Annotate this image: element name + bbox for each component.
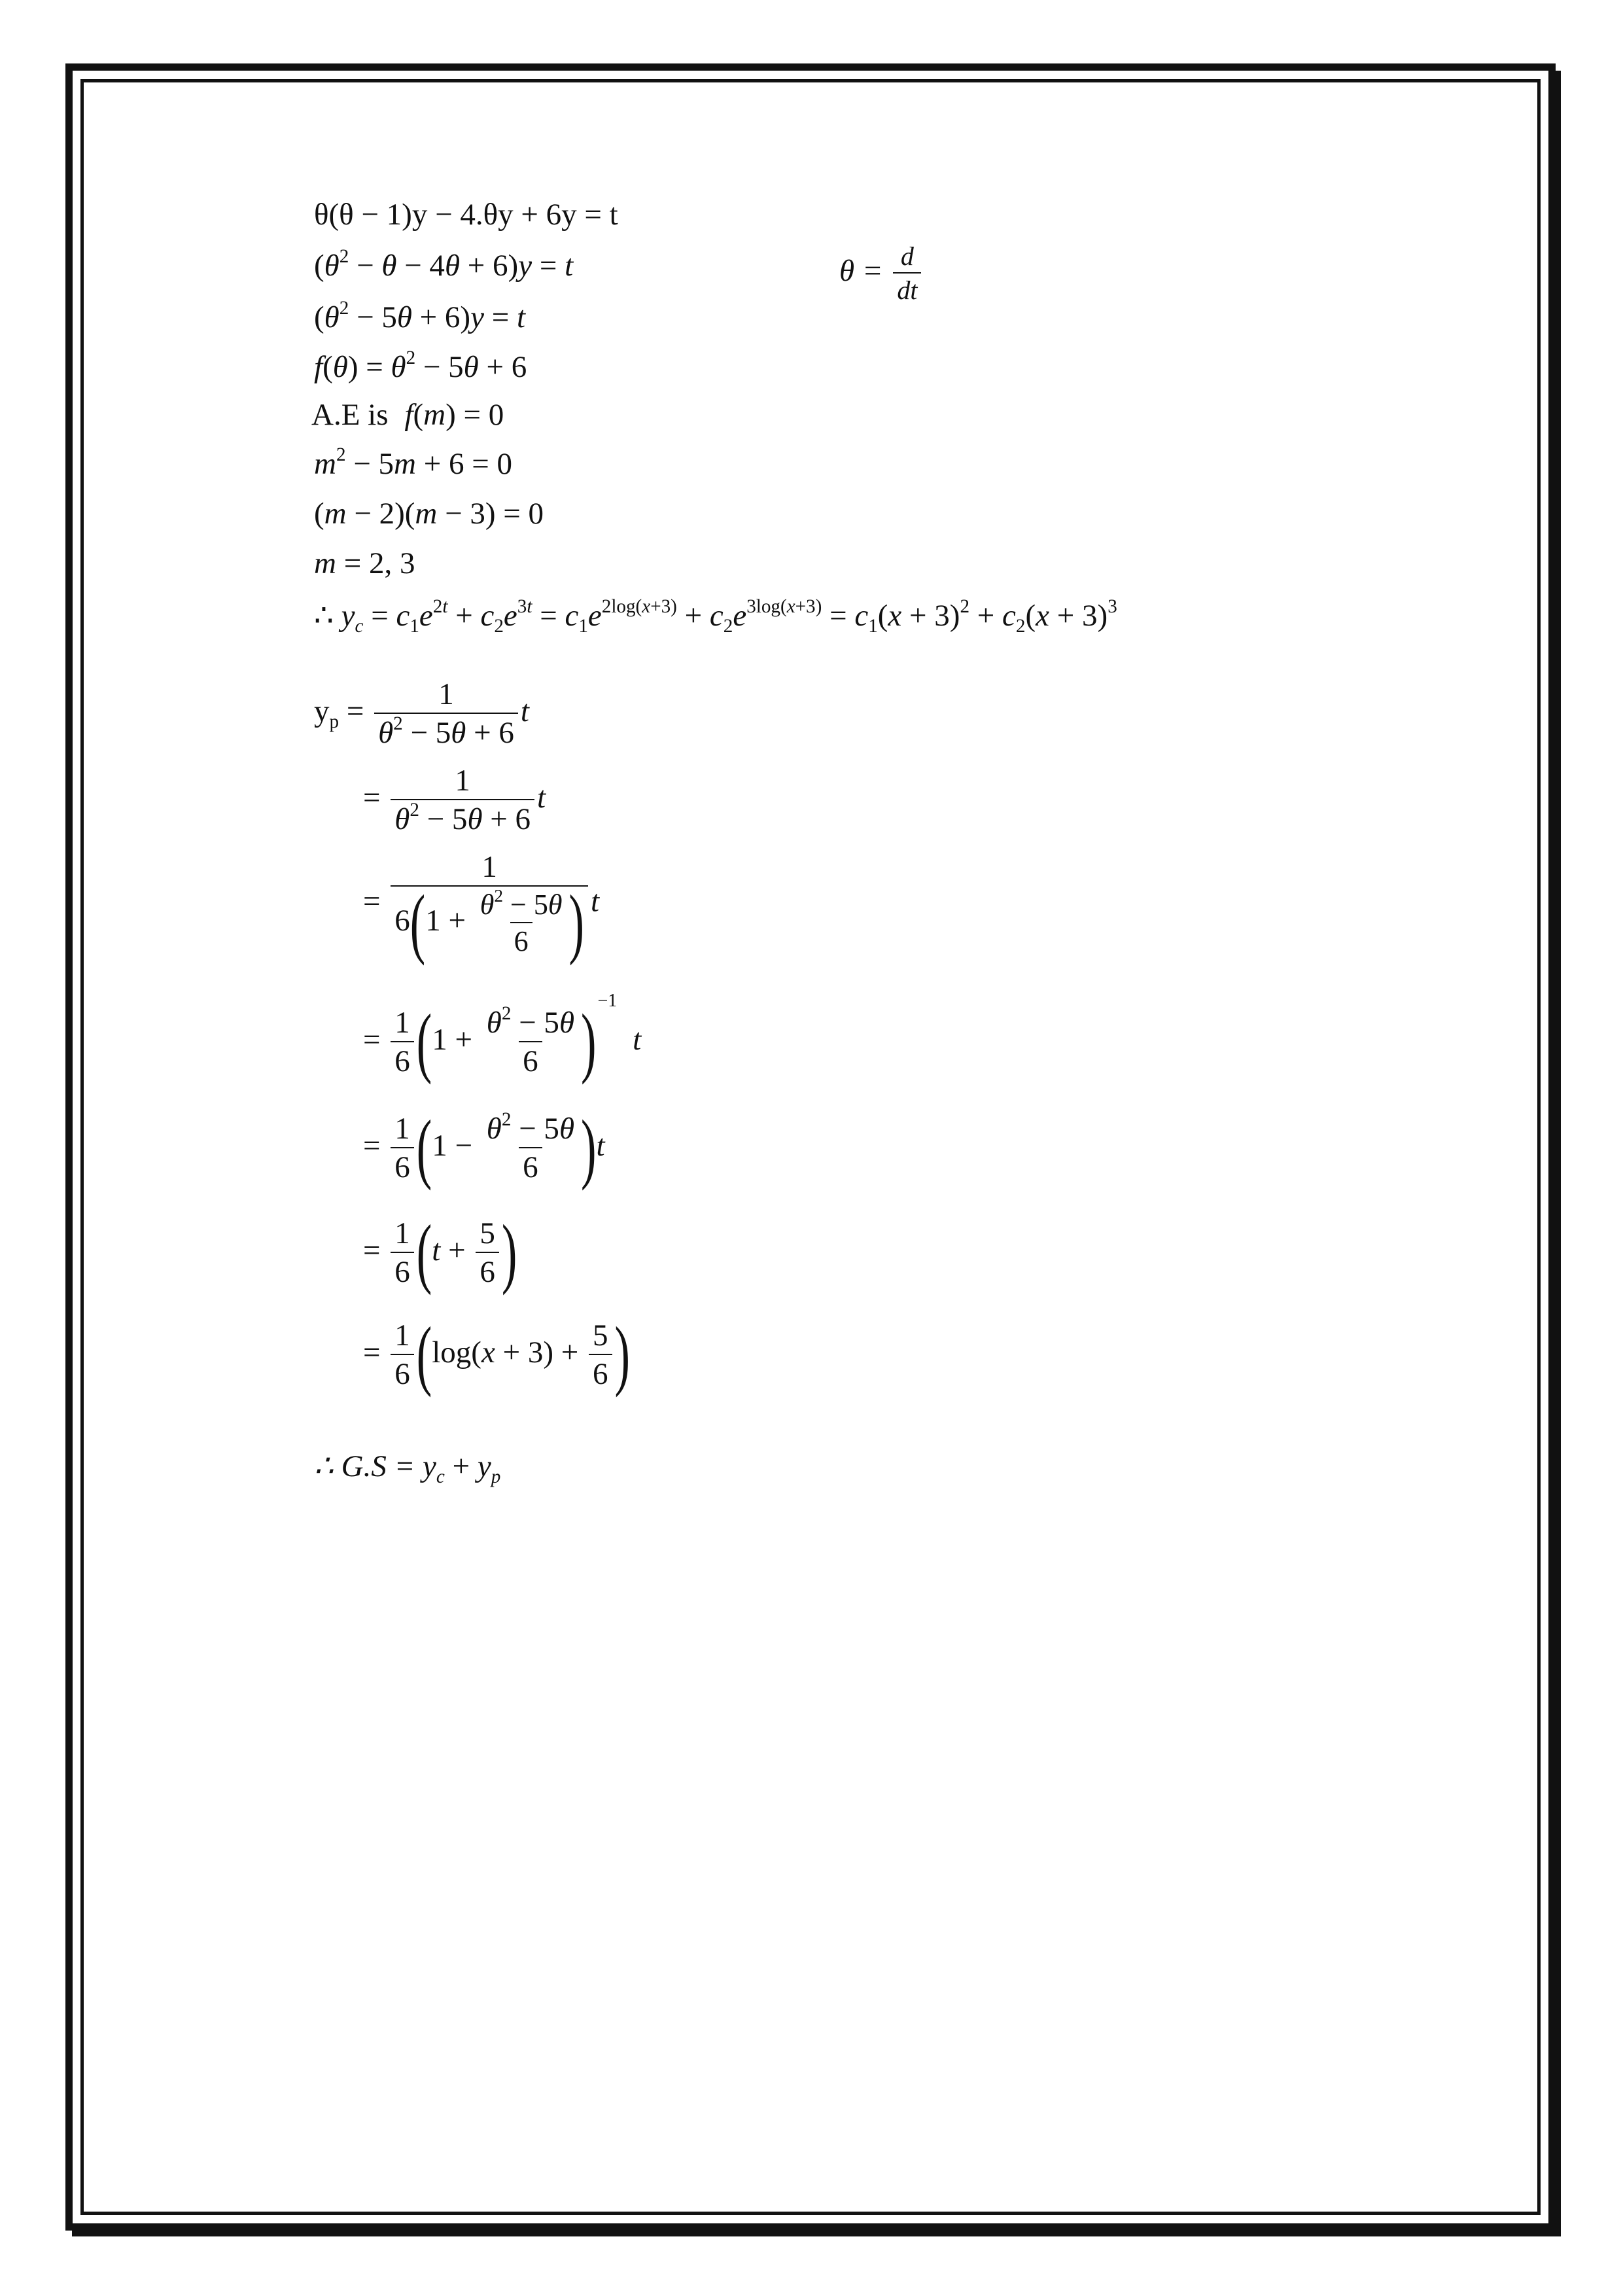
- fraction: $\frac{1}{6}$: [391, 1114, 414, 1183]
- page-border-shadow: [72, 2231, 1561, 2236]
- equation-line-8: m = 2, 3: [314, 546, 415, 580]
- page-inner-border: [80, 79, 1541, 2215]
- ae-label: A.E is: [311, 398, 389, 432]
- theta-lhs: θ =: [839, 253, 883, 288]
- equation-line-yp-2: = $\frac{1}{\theta^2 - 5\theta + 6}$ t: [363, 764, 546, 836]
- fraction: 1 6(1 + $\frac{\theta^2 - 5\theta}{6}$ ): [391, 852, 588, 956]
- fraction: $\frac{1}{6}$: [391, 1218, 414, 1288]
- equation-line-yp-3: = 1 6(1 + $\frac{\theta^2 - 5\theta}{6}$ ) t: [363, 850, 600, 966]
- equation-line-6: $m^2 - 5m + 6 = 0$: [314, 444, 512, 481]
- equation-line-yp-4: = $\frac{1}{6}$ (1 + $\frac{\theta^2 - 5\theta}{6}$ )$^{-1}$ t: [363, 990, 642, 1086]
- fraction: $\frac{\theta^2 - 5\theta}{6}$: [486, 1002, 575, 1078]
- fraction: $\frac{1}{\theta^2 - 5\theta + 6}$: [374, 679, 518, 749]
- fraction: $\frac{1}{6}$: [391, 1008, 414, 1077]
- equation-line-7: (m − 2)(m − 3) = 0: [314, 497, 544, 531]
- equation-line-yp-7: = $\frac{1}{6}$ (log(x + 3) + $\frac{5}{6}$ ): [363, 1311, 630, 1398]
- numerator: d: [900, 241, 914, 271]
- theta-definition: [839, 243, 924, 304]
- equation-line-3: $(\theta^2 - 5\theta + 6)y = t$: [314, 297, 526, 334]
- equation-line-2: $(\theta^2 - \theta - 4\theta + 6)y = t$: [314, 245, 574, 283]
- page-border-shadow: [1556, 71, 1561, 2236]
- fraction: $\frac{5}{6}$: [476, 1218, 499, 1288]
- general-solution: ∴ $G.S = y_c + y_p$: [314, 1449, 501, 1488]
- yp-label: $y_p$: [314, 694, 340, 732]
- equation-line-yp-5: = $\frac{1}{6}$ (1 − $\frac{\theta^2 - 5\theta}{6}$ )t: [363, 1104, 605, 1192]
- equation-text: θ(θ − 1)y − 4.θy + 6y = t: [314, 198, 618, 232]
- d-over-dt: [893, 243, 921, 304]
- fraction: $\frac{\theta^2 - 5\theta}{6}$: [486, 1108, 575, 1184]
- fraction: $\frac{1}{6}$: [391, 1320, 414, 1390]
- equation-line-yp-1: $y_p$ = $\frac{1}{\theta^2 - 5\theta + 6}$ t: [314, 677, 529, 750]
- fraction: $\frac{1}{\theta^2 - 5\theta + 6}$: [391, 766, 534, 835]
- equation-line-yp-6: = $\frac{1}{6}$ (t + $\frac{5}{6}$ ): [363, 1209, 517, 1296]
- gs-text: ∴ G.S = y: [314, 1449, 436, 1483]
- equation-line-4: $f(\theta) = \theta^2 - 5\theta + 6$: [314, 347, 527, 384]
- equation-line-yc: ∴ $y_c = c_1e^{2t} + c_2e^{3t} = c_1e^{2log(x+3)} + c_2e^{3log(x+3)} = c_1(x + 3)^2 + c_2(x + 3)^3$: [314, 595, 1117, 637]
- equation-line-1: [314, 200, 618, 230]
- fraction: $\frac{5}{6}$: [589, 1320, 612, 1390]
- denominator: dt: [893, 272, 921, 304]
- equation-line-5: A.E is f(m) = 0: [311, 398, 504, 432]
